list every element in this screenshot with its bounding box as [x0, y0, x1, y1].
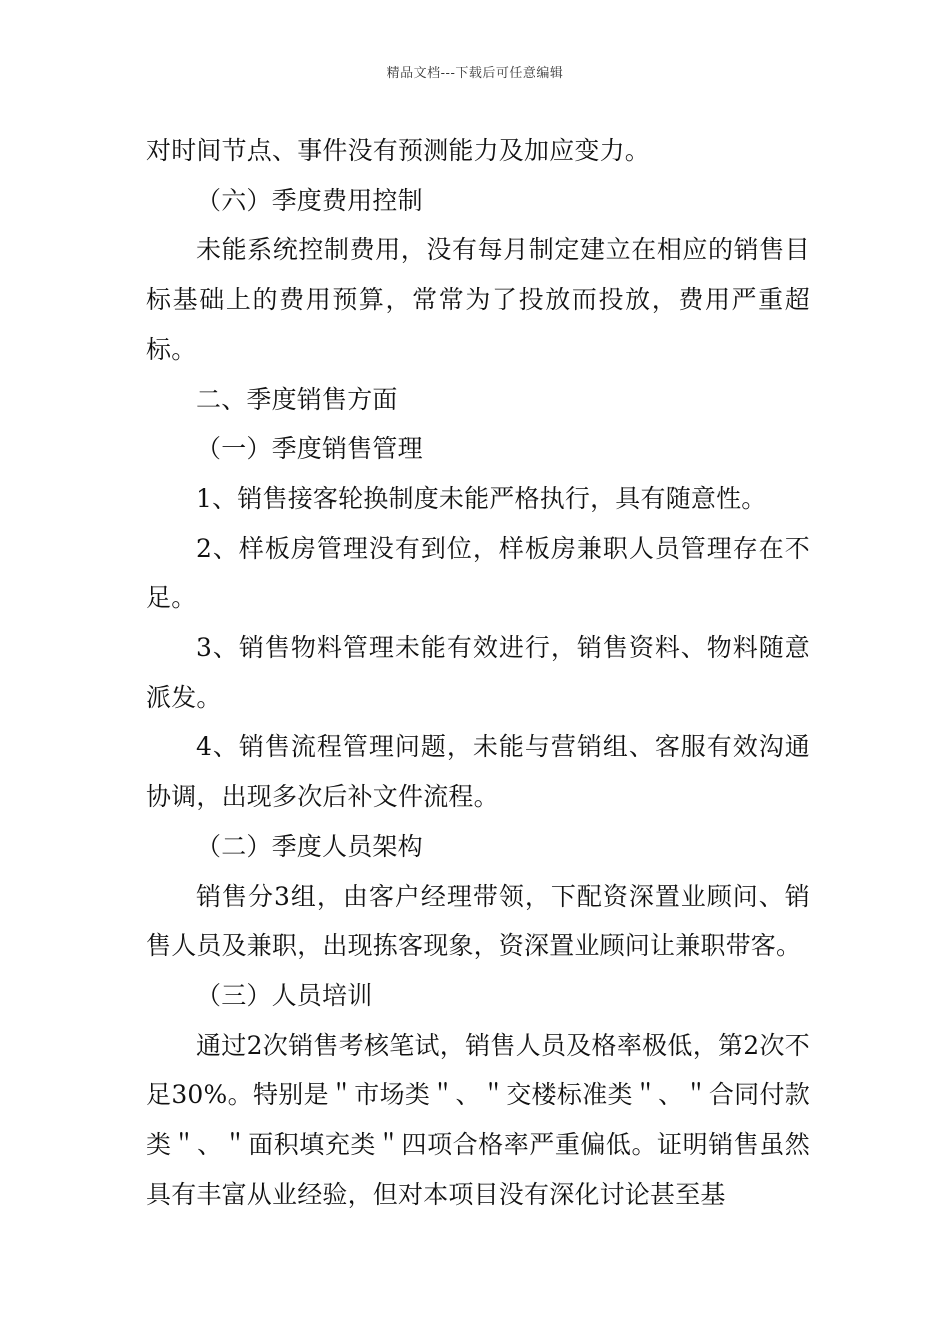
- subheading-two-staff-structure: （二）季度人员架构: [196, 831, 423, 861]
- list-item-1: 1、销售接客轮换制度未能严格执行，具有随意性。: [196, 483, 767, 513]
- subheading-six-cost-control: （六）季度费用控制: [196, 185, 423, 215]
- list-item-4: 4、销售流程管理问题，未能与营销组、客服有效沟通协调，出现多次后补文件流程。: [146, 732, 810, 812]
- paragraph-training: 通过2次销售考核笔试，销售人员及格率极低，第2次不足30%。特别是＂市场类＂、＂交楼标准类＂、＂合同付款类＂、＂面积填充类＂四项合格率严重偏低。证明销售虽然具有丰富从业经验，但对本项目没有深化讨论甚至基: [146, 1030, 810, 1209]
- list-item-2: 2、样板房管理没有到位，样板房兼职人员管理存在不足。: [146, 533, 810, 613]
- paragraph-staff-structure: 销售分3组，由客户经理带领，下配资深置业顾问、销售人员及兼职，出现拣客现象，资深置业顾问让兼职带客。: [146, 881, 810, 961]
- page-header: 精品文档---下载后可任意编辑: [386, 66, 564, 81]
- paragraph-1: 对时间节点、事件没有预测能力及加应变力。: [146, 136, 651, 165]
- heading-two-sales: 二、季度销售方面: [196, 384, 398, 414]
- subheading-one-sales-management: （一）季度销售管理: [196, 434, 423, 464]
- list-item-3: 3、销售物料管理未能有效进行，销售资料、物料随意派发。: [146, 633, 810, 712]
- document-body: [146, 126, 810, 1219]
- subheading-three-training: （三）人员培训: [196, 980, 373, 1010]
- paragraph-cost-control: 未能系统控制费用，没有每月制定建立在相应的销售目标基础上的费用预算，常常为了投放而投放，费用严重超标。: [146, 235, 810, 364]
